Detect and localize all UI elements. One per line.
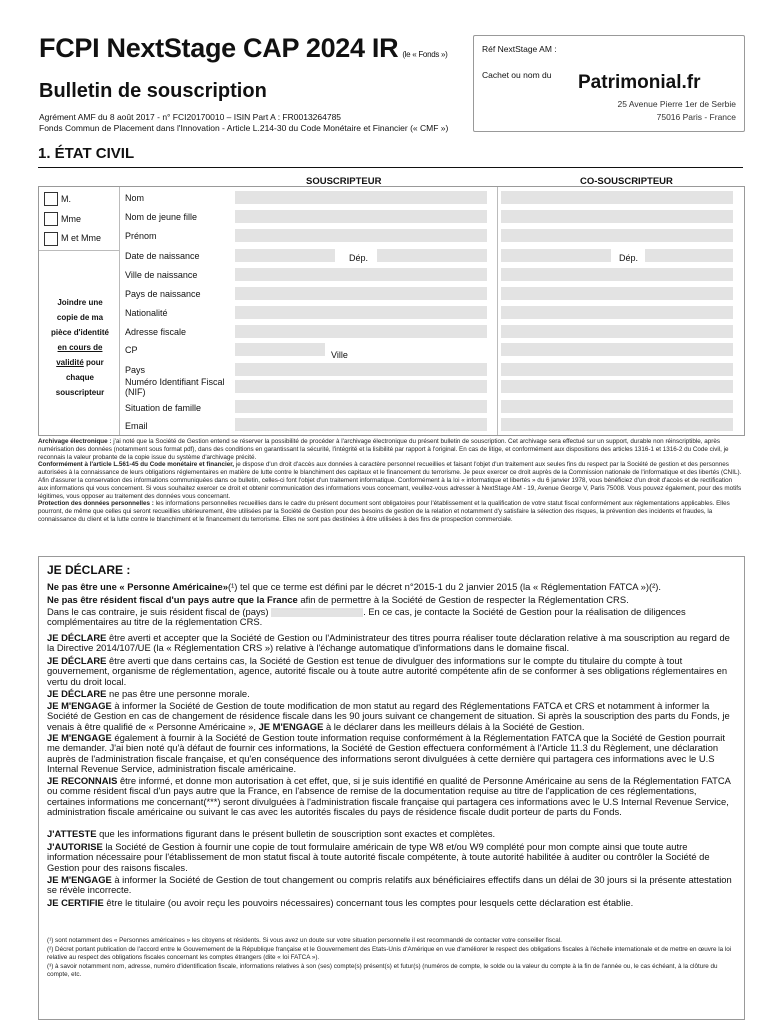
- label-situation-famille: Situation de famille: [125, 403, 202, 413]
- ville-label: Ville: [331, 350, 348, 360]
- joindre-line: pour: [86, 358, 104, 367]
- cosouscripteur-cp-field[interactable]: [501, 343, 733, 356]
- legal-smallprint: [38, 438, 743, 524]
- decl-autorise: [47, 842, 735, 873]
- checkbox-mme[interactable]: [44, 212, 58, 226]
- cosouscripteur-nom-jeune-fille-field[interactable]: [501, 210, 733, 223]
- fonds-line: Fonds Commun de Placement dans l'Innovation - Article L.214-30 du Code Monétaire et Financier (« CMF »): [39, 123, 449, 133]
- decl-engage-informer: [47, 701, 735, 732]
- decl-certifie: [47, 898, 735, 908]
- conformement-title: Conformément à l'article L.561-45 du Code monétaire et financier,: [38, 461, 235, 469]
- section-etat-civil-title: 1. ÉTAT CIVIL: [38, 145, 743, 168]
- label-date-naissance: Date de naissance: [125, 251, 200, 261]
- decl-crs: [47, 595, 735, 605]
- decl-engage-fournir: [47, 733, 735, 775]
- souscripteur-ville-naissance-field[interactable]: [235, 268, 487, 281]
- divider: [497, 187, 498, 435]
- address-line-2: 75016 Paris - France: [656, 112, 736, 122]
- decl-text: également à fournir à la Société de Gestion toute information requise conformément à la Réglementation FATCA que la Société de Gestion pourrait me demander. J'ai bien noté qu'à défaut de fournir ces informations, la Société de Gestion effectuera conformément à l'Article 11.3 du Règlement, une déclaration auprès de l'administration fiscale française, et qu'en conséquence des informations seront divulguées à cette dernière qui partagera ces informations avec le U.S Internal Revenue Service, administration fiscale américaine.: [47, 732, 725, 775]
- footnote-2: (²) Décret portant publication de l'accord entre le Gouvernement de la République française et le Gouvernement des Etats-Unis d'Amérique en vue d'améliorer le respect des obligations fiscales à l'échelle internationale et de mettre en œuvre la loi relative au respect des obligations fiscales concernant les comptes étrangers (dite « loi FATCA »).: [47, 946, 732, 961]
- joindre-line: en cours de: [57, 343, 103, 352]
- decl-text: être le titulaire (ou avoir reçu les pouvoirs nécessaires) concernant tous les comptes pour lesquels cette déclaration est établie.: [106, 897, 634, 908]
- footnote-3: (³) à savoir notamment nom, adresse, numéro d'identification fiscale, informations relatives à son (ses) compte(s) présent(s) et futur(s) (numéros de compte, le solde ou la valeur du compte à la fin de l'année ou, le cas échéant, à la clôture du compte, etc.: [47, 963, 718, 978]
- souscripteur-dep-field[interactable]: [377, 249, 487, 262]
- decl-reconnais: [47, 776, 735, 818]
- declaration-box: [38, 556, 745, 1020]
- label-prenom: Prénom: [125, 231, 157, 241]
- decl-residence: [47, 607, 735, 628]
- reference-box: [473, 35, 745, 132]
- fund-title: FCPI NextStage CAP 2024 IR (le « Fonds »): [39, 33, 448, 63]
- cosouscripteur-nif-field[interactable]: [501, 380, 733, 393]
- ref-label: Réf NextStage AM :: [482, 44, 557, 54]
- label-ville-naissance: Ville de naissance: [125, 270, 198, 280]
- label-pays-naissance: Pays de naissance: [125, 289, 201, 299]
- decl-strong: JE DÉCLARE: [47, 655, 107, 666]
- civility-m-label: M.: [61, 194, 71, 204]
- declaration-title: JE DÉCLARE :: [47, 563, 131, 577]
- agrement-line: Agrément AMF du 8 août 2017 - n° FCI20170010 – ISIN Part A : FR0013264785: [39, 112, 342, 122]
- decl-strong: J'AUTORISE: [47, 841, 103, 852]
- joindre-line: copie de ma: [56, 313, 104, 322]
- distributor-logo: Patrimonial.fr: [578, 72, 701, 93]
- footnote-1: (¹) sont notamment des « Personnes américaines » les citoyens et résidents. Si vous avez un doute sur votre situation personnelle il est recommandé de contacter votre conseiller fiscal.: [47, 937, 562, 944]
- cosouscripteur-dep-field[interactable]: [645, 249, 733, 262]
- cosouscripteur-email-field[interactable]: [501, 418, 733, 431]
- souscripteur-adresse-field[interactable]: [235, 325, 487, 338]
- souscripteur-nif-field[interactable]: [235, 380, 487, 393]
- souscripteur-email-field[interactable]: [235, 418, 487, 431]
- souscripteur-cp-field[interactable]: [235, 343, 325, 356]
- civility-mme-label: Mme: [61, 214, 81, 224]
- decl-strong: JE M'ENGAGE: [47, 874, 112, 885]
- cosouscripteur-situation-field[interactable]: [501, 400, 733, 413]
- dep-label: Dép.: [349, 253, 369, 263]
- divider: [119, 187, 120, 435]
- label-adresse-fiscale: Adresse fiscale: [125, 327, 187, 337]
- fund-title-suffix: (le « Fonds »): [402, 50, 448, 59]
- archivage-title: Archivage électronique :: [38, 438, 112, 445]
- form-subtitle: Bulletin de souscription: [39, 80, 267, 102]
- label-nationalite: Nationalité: [125, 308, 168, 318]
- joindre-line: Joindre une: [57, 298, 103, 307]
- decl-text: la Société de Gestion à fournir une copie de tout formulaire américain de type W8 et/ou W9 complété pour mon compte ainsi que toute autre information nécessaire pour l'établissement de mon statut fiscal à toute autorité fiscale compétente, à toute autorité habilitée à auditer ou contrôler la Société de Gestion pour des raisons fiscales.: [47, 841, 710, 873]
- souscripteur-prenom-field[interactable]: [235, 229, 487, 242]
- joindre-line: souscripteur: [55, 388, 105, 397]
- decl-text: être averti que dans certains cas, la Société de Gestion est tenue de divulguer des informations sur le compte du titulaire du compte à tout gouvernement, organisme de réglementation, agence, autorité fiscale ou à toute autre autorité compétente afin de se conformer à ses obligations réglementaires en vertu du droit local.: [47, 655, 728, 687]
- decl-text: afin de permettre à la Société de Gestion de respecter la Réglementation CRS.: [300, 594, 629, 605]
- decl-strong: JE RECONNAIS: [47, 775, 118, 786]
- decl-strong: J'ATTESTE: [47, 828, 97, 839]
- joindre-line: pièce d'identité: [51, 328, 109, 337]
- protection-title: Protection des données personnelles :: [38, 500, 154, 508]
- joindre-piece-identite: [47, 295, 113, 400]
- civility-m-et-mme-label: M et Mme: [61, 233, 102, 243]
- col-souscripteur: SOUSCRIPTEUR: [306, 176, 382, 187]
- agrement-info: [39, 112, 448, 134]
- souscripteur-nationalite-field[interactable]: [235, 306, 487, 319]
- pays-residence-field[interactable]: [271, 608, 363, 617]
- decl-strong: JE DÉCLARE: [47, 688, 107, 699]
- decl-text: Dans le cas contraire, je suis résident fiscal de (pays): [47, 606, 269, 617]
- label-pays: Pays: [125, 365, 146, 375]
- label-email: Email: [125, 421, 148, 431]
- decl-strong: JE DÉCLARE: [47, 632, 107, 643]
- decl-text: être averti et accepter que la Société de Gestion ou l'Administrateur des titres pourra réaliser toute déclaration relative à ma souscription au regard de la Directive 2014/107/UE (la « Réglementation CRS ») relative à l'échange automatique d'informations dans le domaine fiscal.: [47, 632, 730, 654]
- decl-strong: JE M'ENGAGE: [258, 720, 324, 732]
- conformement-paragraph: [38, 461, 743, 500]
- archivage-paragraph: [38, 438, 743, 461]
- decl-engage-changement: [47, 875, 735, 896]
- decl-text: . En ce cas, je contacte la Société de Gestion pour la réalisation de diligences complémentaires au titre de la réglementation CRS.: [47, 606, 686, 628]
- protection-text: les informations personnelles recueillies dans le cadre du présent document sont obligatoires pour l'établissement et la qualification de votre statut fiscal conformément aux réglementations applicables. Elles pourront, de même que celles qui seront recueillies ultérieurement, être utilisées par la Société de Gestion pour des besoins de gestion de la relation et notamment d'y satisfaire la sélection des risques, la prévention des incidents et fraudes, la connaissance du client et la lutte contre le blanchiment et le financement du terrorisme. Elles ne sont pas destinées à être utilisées à des fins de prospection commerciale.: [38, 500, 730, 523]
- joindre-line: chaque: [65, 373, 94, 382]
- decl-fatca: [47, 582, 735, 592]
- decl-strong: Ne pas être résident fiscal d'un pays autre que la France: [47, 594, 298, 605]
- souscripteur-nom-jeune-fille-field[interactable]: [235, 210, 487, 223]
- decl-text: être informé, et donne mon autorisation à cet effet, que, si je suis identifié en qualité de Personne Américaine au sens de la Réglementation FATCA ou comme résident fiscal d'un pays autre que la France, en l'absence de remise de la documentation requise au titre de l'application de ces réglementations, certaines informations me concernant(***) seront divulguées à l'administration fiscale française qui partagera ces informations avec le U.S Internal Revenue Service, administration fiscale américaine ou suivant le cas avec les autorités fiscales du pays de résidence fiscale dudit porteur de parts du Fonds.: [47, 775, 731, 818]
- address-line-1: 25 Avenue Pierre 1er de Serbie: [617, 99, 736, 109]
- checkbox-m[interactable]: [44, 192, 58, 206]
- decl-text: (¹) tel que ce terme est défini par le décret n°2015-1 du 2 janvier 2015 (la « Réglementation FATCA »)(²).: [227, 581, 661, 592]
- cosouscripteur-pays-field[interactable]: [501, 363, 733, 376]
- label-nom: Nom: [125, 193, 145, 203]
- cosouscripteur-pays-naissance-field[interactable]: [501, 287, 733, 300]
- decl-personne-morale: [47, 689, 735, 699]
- cosouscripteur-date-naissance-field[interactable]: [501, 249, 611, 262]
- checkbox-m-et-mme[interactable]: [44, 232, 58, 246]
- decl-text: à le déclarer dans les meilleurs délais à la Société de Gestion.: [325, 720, 585, 732]
- decl-text: ne pas être une personne morale.: [109, 688, 250, 699]
- decl-text: à informer la Société de Gestion de tout changement ou compris relatifs aux bénéficiaires effectifs dans un délai de 30 jours si la présente attestation se révèle incorrecte.: [47, 874, 732, 896]
- dep-label: Dép.: [619, 253, 639, 263]
- archivage-text: j'ai noté que la Société de Gestion entend se réserver la possibilité de procéder à l'archivage électronique du présent bulletin de souscription. Cet archivage sera effectué sur un support, durable non réinscriptible, après numérisation des données (notamment sous format pdf), dans des conditions en garantissant la sécurité, l'intégrité et la lisibilité par rapport à l'original. En cas de litige, et conformément aux dispositions des articles 1316-1 et 1316-2 du Code civil, je reconnais la valeur probante de la copie issue du système d'archivage précité.: [38, 438, 729, 461]
- decl-atteste: [47, 829, 735, 839]
- label-cp: CP: [125, 345, 138, 355]
- cosouscripteur-nom-field[interactable]: [501, 191, 733, 204]
- decl-text: à informer la Société de Gestion de toute modification de mon statut au regard des Réglementations FATCA et CRS et notamment à informer la Société de Gestion en cas de changement de résidence fiscale dans les 90 jours suivant ce changement de situation. Si après la souscription des parts du Fonds, je venais à être qualifié de « Personne Américaine »,: [47, 700, 730, 732]
- cosouscripteur-prenom-field[interactable]: [501, 229, 733, 242]
- col-cosouscripteur: CO-SOUSCRIPTEUR: [580, 176, 673, 187]
- joindre-line: validité: [56, 358, 84, 367]
- conformement-text: je dispose d'un droit d'accès aux données à caractère personnel recueillies et faisant l'objet d'un traitement aux seules fins du respect par la Société de gestion et des personnes autorisées à la connaissance de leurs obligations réglementaires en matière de lutte contre le blanchiment des capitaux et le financement du terrorisme. Je peux exercer ce droit auprès de la Commission nationale de l'informatique et des libertés (CNIL). Afin d'assurer la conservation des informations communiquées dans ce bulletin, celles-ci font l'objet d'un traitement informatique. Conformément à la loi « informatique et libertés » du 6 janvier 1978, vous bénéficiez d'un droit d'accès et de rectification aux informations qui vous concernent. Si vous souhaitez exercer ce droit et obtenir communication des informations vous concernant, veuillez-vous adresser à NextStage AM - 19, Avenue George V, Paris 75008. Vous pouvez également, pour des motifs légitimes, vous opposer au traitement des données vous concernant.: [38, 461, 742, 500]
- distributor-address: [618, 98, 736, 124]
- decl-crs-accept: [47, 633, 735, 654]
- souscripteur-situation-field[interactable]: [235, 400, 487, 413]
- protection-paragraph: [38, 500, 743, 523]
- cosouscripteur-ville-naissance-field[interactable]: [501, 268, 733, 281]
- label-nom-jeune-fille: Nom de jeune fille: [125, 212, 198, 222]
- decl-strong: JE CERTIFIE: [47, 897, 104, 908]
- decl-divulguer: [47, 656, 735, 687]
- cosouscripteur-nationalite-field[interactable]: [501, 306, 733, 319]
- cosouscripteur-adresse-field[interactable]: [501, 325, 733, 338]
- etat-civil-table: [38, 186, 745, 436]
- label-nif: Numéro Identifiant Fiscal (NIF): [125, 377, 225, 397]
- decl-text: que les informations figurant dans le présent bulletin de souscription sont exactes et complètes.: [99, 828, 496, 839]
- decl-strong: JE M'ENGAGE: [47, 700, 112, 711]
- cachet-label: Cachet ou nom du: [482, 70, 552, 80]
- divider: [39, 250, 119, 251]
- souscripteur-nom-field[interactable]: [235, 191, 487, 204]
- souscripteur-pays-field[interactable]: [235, 363, 487, 376]
- souscripteur-date-naissance-field[interactable]: [235, 249, 335, 262]
- decl-strong: JE M'ENGAGE: [47, 732, 112, 743]
- souscripteur-pays-naissance-field[interactable]: [235, 287, 487, 300]
- decl-strong: Ne pas être une « Personne Américaine»: [47, 581, 228, 592]
